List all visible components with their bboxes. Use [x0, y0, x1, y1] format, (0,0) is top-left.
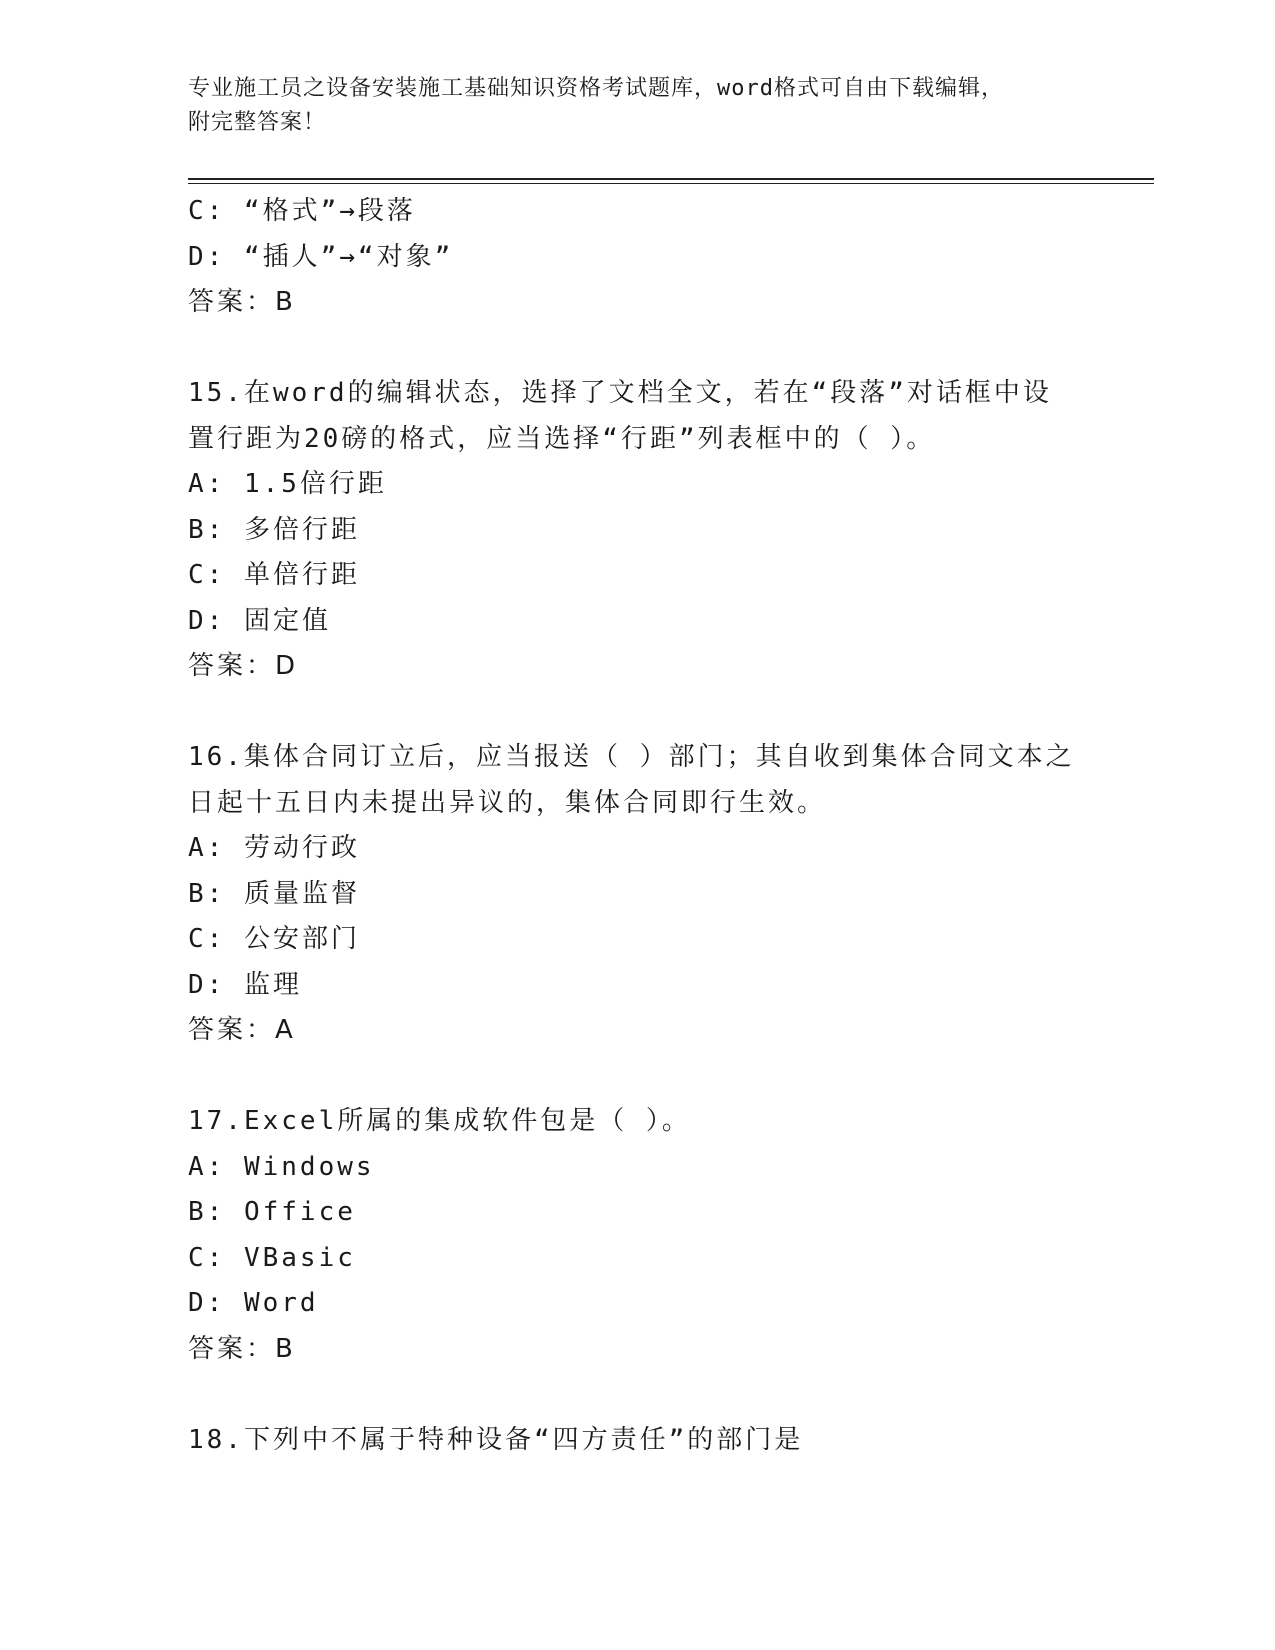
document-header-note	[188, 72, 1068, 140]
spacer	[188, 1054, 1088, 1100]
question-stem-line: 日起十五日内未提出异议的，集体合同即行生效。	[188, 787, 827, 818]
header-note-line-2: 附完整答案！	[188, 110, 327, 135]
question-stem-line: 17.Excel所属的集成软件包是（ ）。	[188, 1106, 691, 1136]
question-stem-line: 16.集体合同订立后，应当报送（ ）部门；其自收到集体合同文本之	[188, 742, 1075, 772]
option-a: A: 劳动行政	[188, 833, 360, 863]
option-c: C: 单倍行距	[188, 560, 360, 590]
answer-line: 答案：D	[188, 651, 299, 681]
question-14-continuation	[188, 189, 1088, 326]
question-stem-line: 15.在word的编辑状态，选择了文档全文，若在“段落”对话框中设	[188, 378, 1052, 408]
option-d: D: 固定值	[188, 605, 331, 636]
option-c: C: VBasic	[188, 1242, 356, 1273]
option-d: D: “插人”→“对象”	[188, 241, 454, 272]
header-note-line-1: 专业施工员之设备安装施工基础知识资格考试题库，word格式可自由下载编辑，	[188, 76, 1004, 101]
question-17	[188, 1099, 1088, 1372]
question-stem-line: 置行距为20磅的格式，应当选择“行距”列表框中的（ ）。	[188, 423, 936, 454]
question-16	[188, 735, 1088, 1054]
question-18	[188, 1418, 1088, 1464]
option-b: B: 质量监督	[188, 878, 360, 909]
option-d: D: 监理	[188, 969, 302, 1000]
option-d: D: Word	[188, 1288, 319, 1318]
answer-line: 答案：A	[188, 1015, 296, 1045]
header-divider-thin	[188, 183, 1154, 184]
spacer	[188, 326, 1088, 372]
option-b: B: 多倍行距	[188, 514, 360, 545]
answer-line: 答案：B	[188, 287, 296, 317]
option-c: C: 公安部门	[188, 924, 360, 954]
question-content	[188, 189, 1088, 1463]
spacer	[188, 690, 1088, 736]
option-a: A: 1.5倍行距	[188, 469, 387, 499]
option-a: A: Windows	[188, 1151, 375, 1182]
answer-line: 答案：B	[188, 1333, 296, 1364]
option-c: C: “格式”→段落	[188, 196, 416, 226]
header-divider-thick	[188, 178, 1154, 180]
question-15	[188, 371, 1088, 690]
question-stem-line: 18.下列中不属于特种设备“四方责任”的部门是	[188, 1424, 804, 1455]
spacer	[188, 1372, 1088, 1418]
option-b: B: Office	[188, 1197, 356, 1227]
